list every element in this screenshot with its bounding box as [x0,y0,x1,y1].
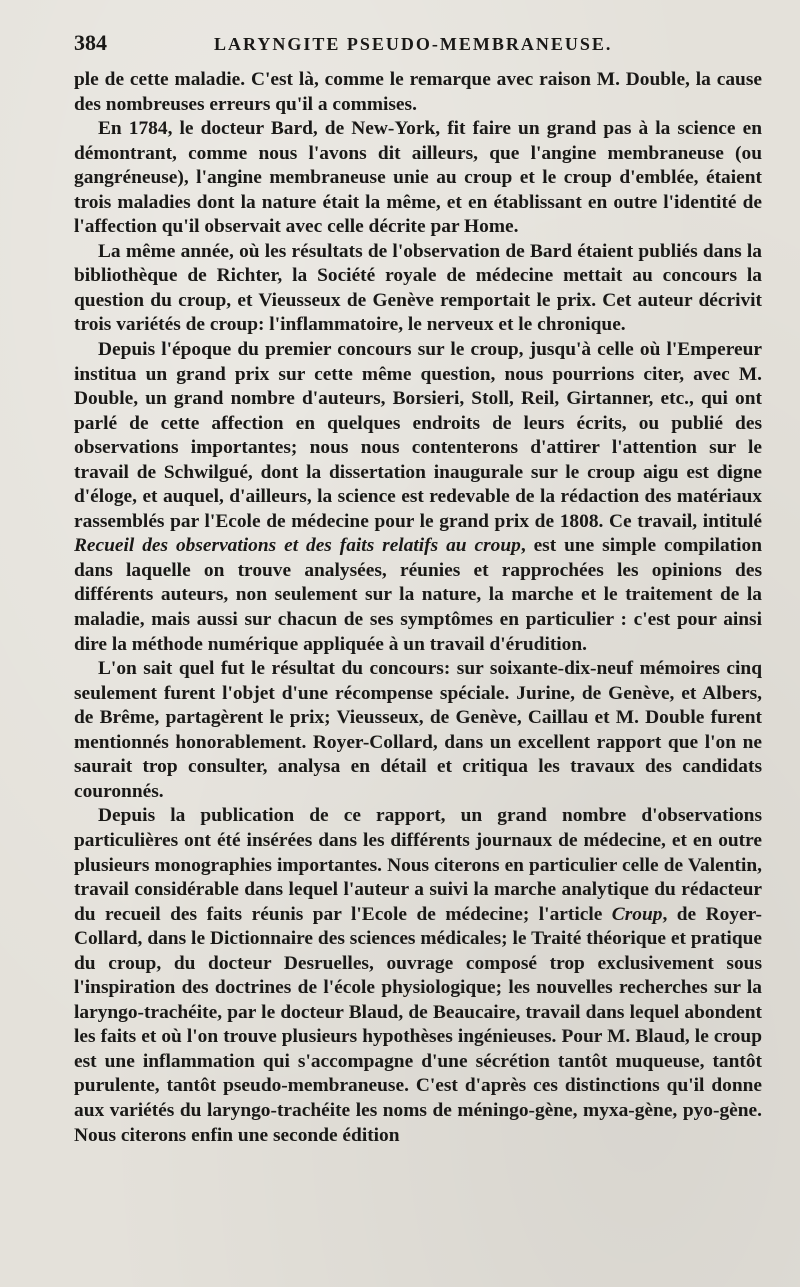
paragraph-schwilgue-text-b: , est une simple compilation dans laquelle on trouve analysées, réunies et rapprochées les opinions des différents auteurs, non seulement sur la nature, la marche et le traitement de la maladie, mais aussi sur chacun de ses symptômes en particulier : c'est pour ainsi dire la méthode numérique appliquée à un travail d'érudition. [74,535,762,655]
running-head [74,30,762,64]
paragraph-schwilgue [74,338,762,657]
paragraph-continued: ple de cette maladie. C'est là, comme le remarque avec raison M. Double, la cause des nombreuses erreurs qu'il a commises. [74,69,762,115]
paragraph-schwilgue-text-a: Depuis l'époque du premier concours sur le croup, jusqu'à celle où l'Empereur institua un grand prix sur cette même question, nous pourrions citer, avec M. Double, un grand nombre d'auteurs, Borsieri, Stoll, Reil, Girtanner, etc., qui ont parlé de cette affection en quelques endroits de leurs écrits, ou publié des observations importantes; nous nous contenterons d'attirer l'attention sur le travail de Schwilgué, dont la dissertation inaugurale sur le croup aigu est digne d'éloge, et auquel, d'ailleurs, la science est redevable de la rédaction des matériaux rassemblés par l'Ecole de médecine pour le grand prix de 1808. Ce travail, intitulé [74,339,762,532]
paragraph-bard: En 1784, le docteur Bard, de New-York, fit faire un grand pas à la science en démontrant, comme nous l'avons dit ailleurs, que l'angine membraneuse (ou gangréneuse), l'angine membraneuse unie au croup et le croup d'emblée, étaient trois maladies dont la nature était la même, et en établissant en outre l'identité de l'affection qu'il observait avec celle décrite par Home. [74,118,762,238]
croup-article-title: Croup [611,903,663,925]
paragraph-concours: L'on sait quel fut le résultat du concours: sur soixante-dix-neuf mémoires cinq seulement furent l'objet d'une récompense spéciale. Jurine, de Genève, et Albers, de Brême, partagèrent le prix; Vieusseux, de Genève, Caillau et M. Double furent mentionnés honorablement. Royer-Collard, dans un excellent rapport que l'on ne saurait trop consulter, analysa en détail et critiqua les travaux des candidats couronnés. [74,658,762,802]
paragraph-monographies [74,804,762,1148]
body-text [74,68,762,1148]
paragraph-monographies-text-a: Depuis la publication de ce rapport, un grand nombre d'observations particulières ont été insérées dans les différents journaux de médecine, et en outre plusieurs monographies importantes. Nous citerons en particulier celle de Valentin, travail considérable dans lequel l'auteur a suivi la marche analytique du rédacteur du recueil des faits réunis par l'Ecole de médecine; l'article [74,805,762,925]
running-title: LARYNGITE PSEUDO-MEMBRANEUSE. [214,34,613,54]
paragraph-vieusseux: La même année, où les résultats de l'observation de Bard étaient publiés dans la bibliothèque de Richter, la Société royale de médecine mettait au concours la question du croup, et Vieusseux de Genève remportait le prix. Cet auteur décrivit trois variétés de croup: l'inflammatoire, le nerveux et le chronique. [74,240,762,336]
page-number: 384 [74,30,107,55]
recueil-title: Recueil des observations et des faits relatifs au croup [74,535,521,557]
paragraph-monographies-text-b: , de Royer-Collard, dans le Dictionnaire des sciences médicales; le Traité théorique et pratique du croup, du docteur Desruelles, ouvrage composé trop exclusivement sous l'inspiration des doctrines de l'école physiologique; les nouvelles recherches sur la laryngo-trachéite, par le docteur Blaud, de Beaucaire, travail dans lequel abondent les faits et où l'on trouve plusieurs hypothèses ingénieuses. Pour M. Blaud, le croup est une inflammation qui s'accompagne d'une sécrétion tantôt muqueuse, tantôt purulente, tantôt pseudo-membraneuse. C'est d'après ces distinctions qu'il donne aux variétés du laryngo-trachéite les noms de méningo-gène, myxa-gène, pyo-gène. Nous citerons enfin une seconde édition [74,903,762,1146]
